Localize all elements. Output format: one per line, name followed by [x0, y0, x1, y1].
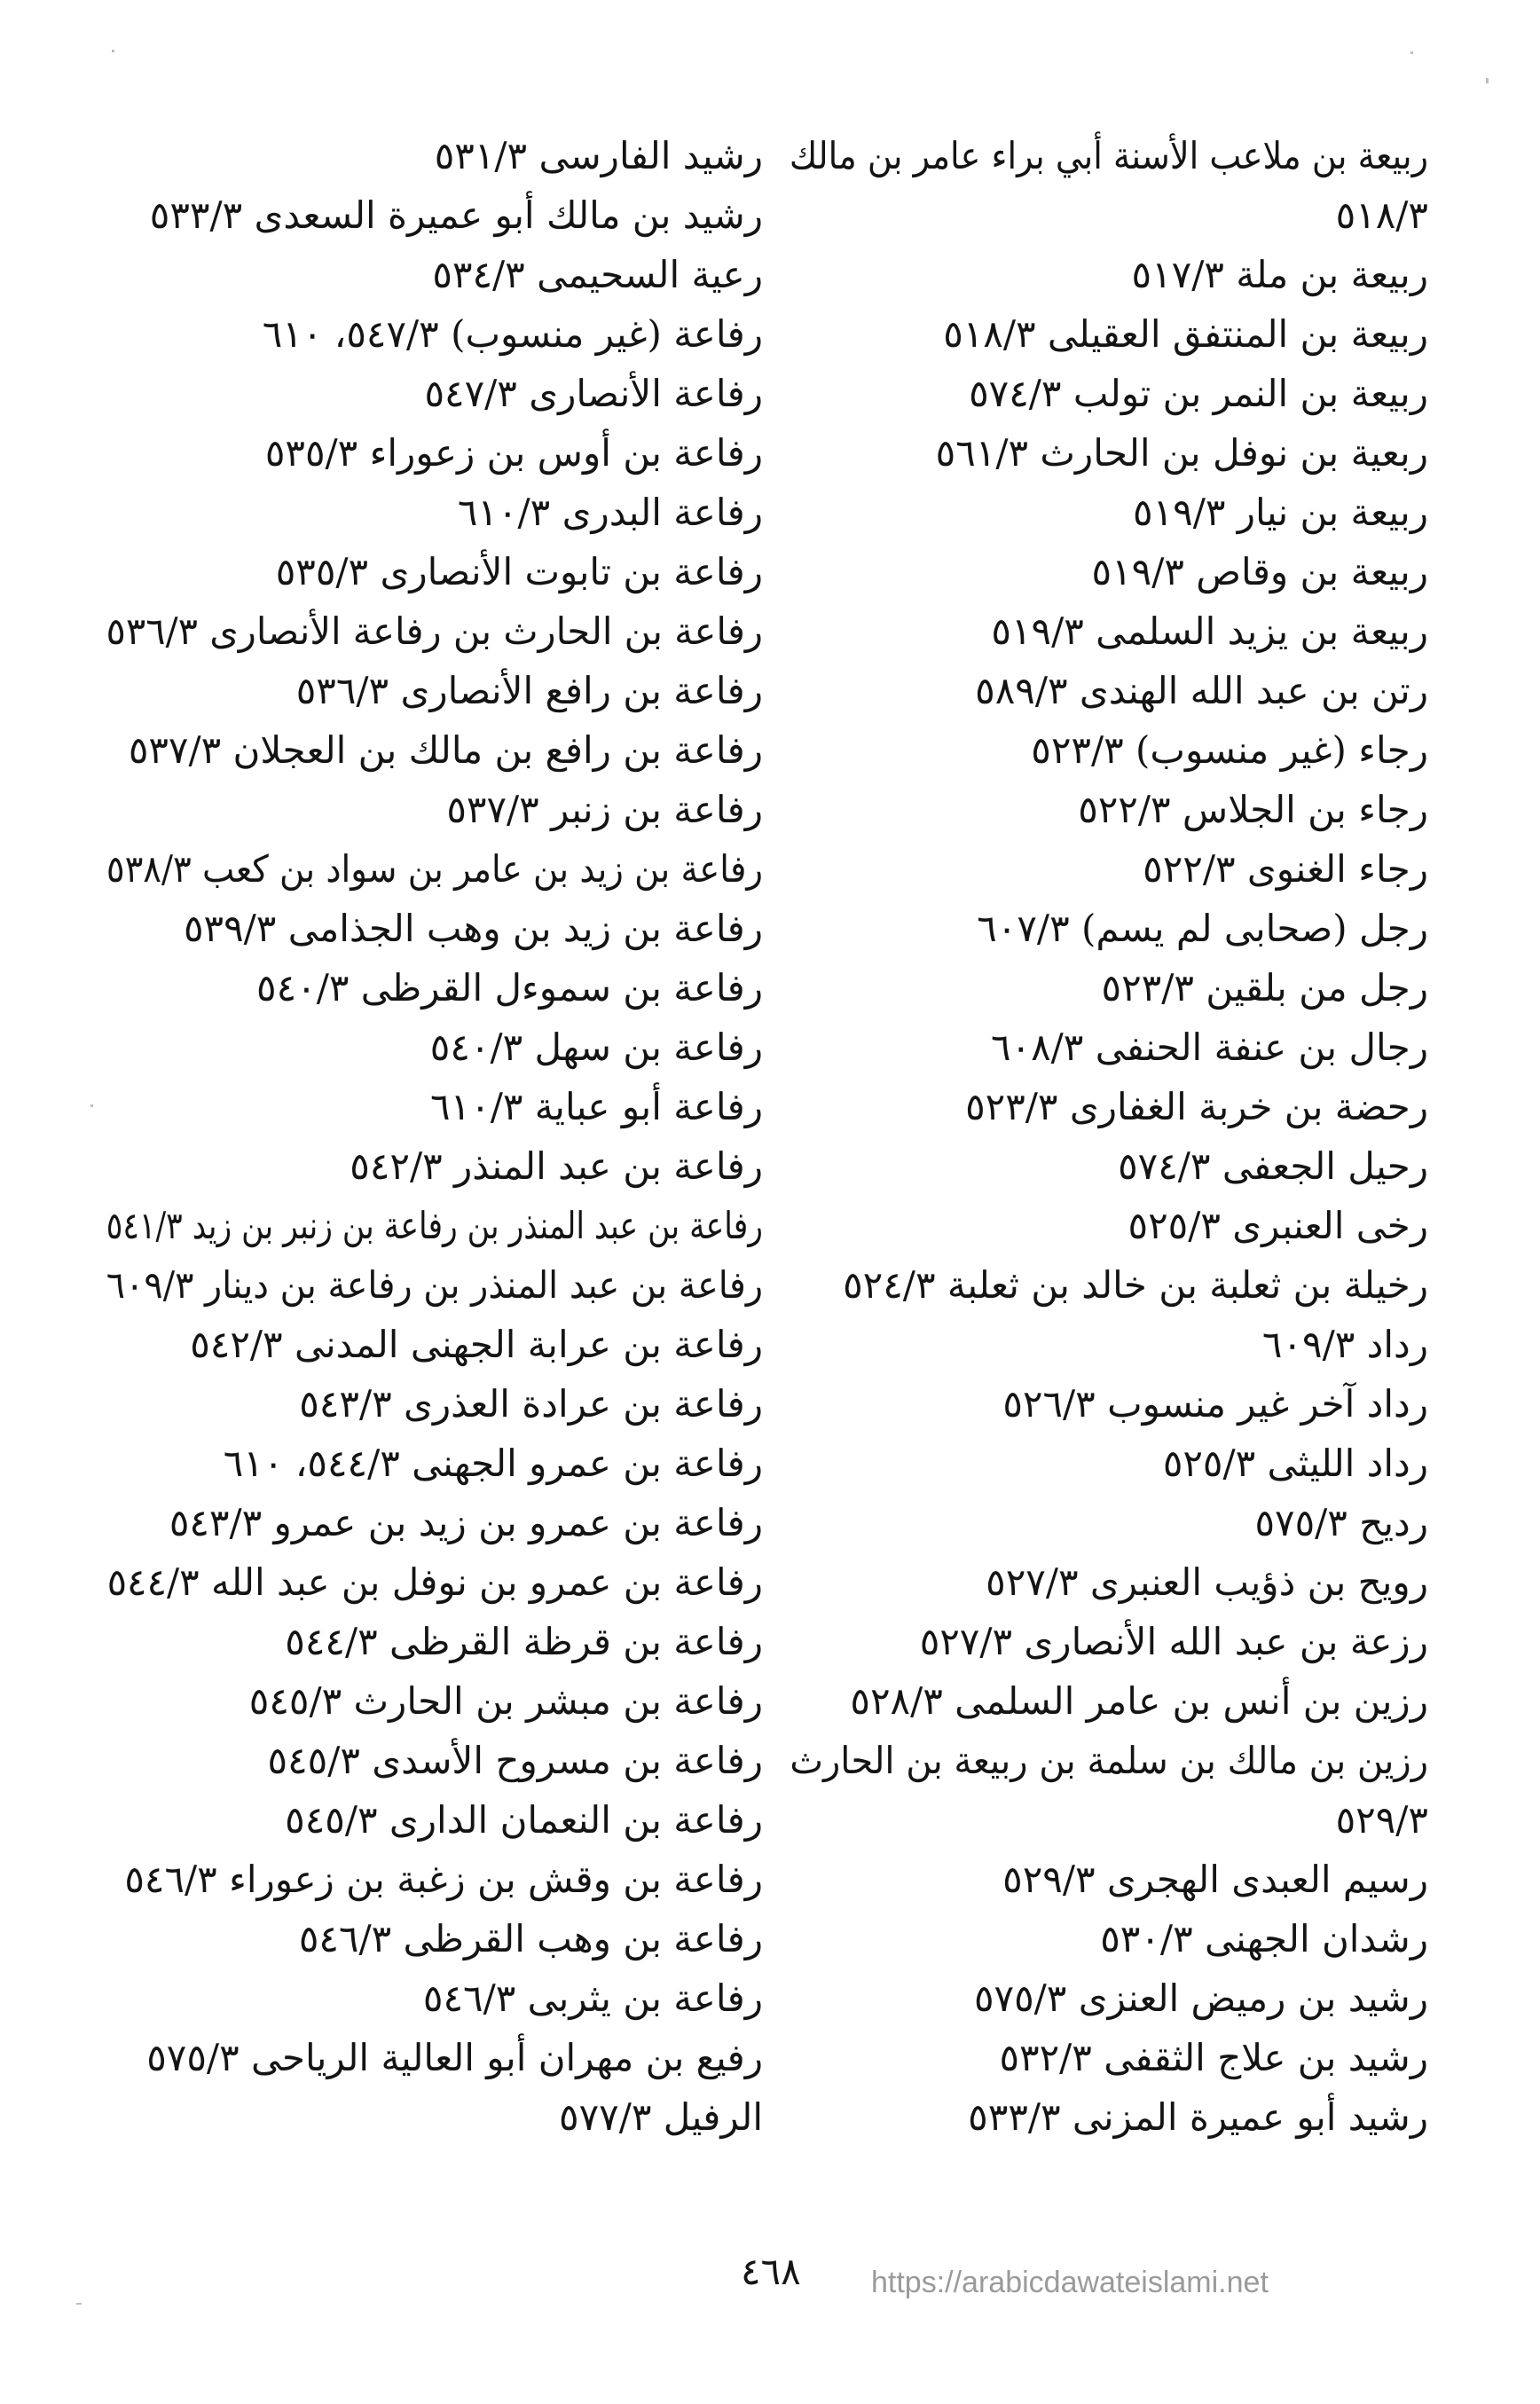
index-entry: ربيعة بن ملاعب الأسنة أبي براء عامر بن مالك [789, 134, 1428, 177]
index-entry: رفاعة بن عرابة الجهنى المدنى ٥٤٢/٣ [190, 1323, 763, 1366]
scan-speck [1486, 78, 1489, 83]
index-entry: ٥١٨/٣ [1335, 193, 1428, 237]
index-entry: ربيعة بن يزيد السلمى ٥١٩/٣ [991, 609, 1428, 653]
index-entry: رفاعة بن زنبر ٥٣٧/٣ [446, 788, 763, 831]
index-entry: رفاعة بن عمرو الجهنى ٥٤٤/٣، ٦١٠ [223, 1442, 763, 1485]
index-entry: رفاعة بن سهل ٥٤٠/٣ [429, 1025, 763, 1069]
index-entry: رجال بن عنفة الحنفى ٦٠٨/٣ [990, 1025, 1428, 1069]
scan-speck [90, 1104, 93, 1107]
index-entry: رشيد بن مالك أبو عميرة السعدى ٥٣٣/٣ [149, 193, 763, 237]
index-entry: رفاعة بن أوس بن زعوراء ٥٣٥/٣ [264, 431, 763, 475]
index-entry: رزين بن مالك بن سلمة بن ربيعة بن الحارث [790, 1739, 1428, 1782]
index-entry: رفاعة بن عمرو بن نوفل بن عبد الله ٥٤٤/٣ [106, 1560, 763, 1604]
watermark-url[interactable]: https://arabicdawateislami.net [871, 2266, 1269, 2299]
index-entry: رفاعة بن مبشر بن الحارث ٥٤٥/٣ [248, 1679, 763, 1723]
index-entry: رجاء (غير منسوب) ٥٢٣/٣ [1031, 728, 1428, 772]
index-entry: رشيد أبو عميرة المزنى ٥٣٣/٣ [968, 2095, 1428, 2139]
index-entry: ربعية بن نوفل بن الحارث ٥٦١/٣ [935, 431, 1428, 475]
index-entry: رفاعة بن عبد المنذر ٥٤٢/٣ [350, 1144, 763, 1188]
index-entry: رفاعة بن سموءل القرظى ٥٤٠/٣ [256, 966, 763, 1010]
index-entry: رفاعة الأنصارى ٥٤٧/٣ [424, 372, 763, 415]
index-entry: رداد آخر غير منسوب ٥٢٦/٣ [1002, 1382, 1428, 1426]
index-entry: رجاء بن الجلاس ٥٢٢/٣ [1078, 788, 1428, 831]
index-entry: رفاعة بن عبد المنذر بن رفاعة بن دينار ٦٠٩/٣ [106, 1263, 764, 1307]
index-entry: رداد الليثى ٥٢٥/٣ [1162, 1442, 1428, 1485]
index-entry: رفاعة بن وقش بن زغبة بن زعوراء ٥٤٦/٣ [124, 1858, 763, 1901]
index-entry: رفاعة بن مسروح الأسدى ٥٤٥/٣ [267, 1739, 763, 1782]
index-entry: رداد ٦٠٩/٣ [1261, 1323, 1428, 1366]
index-entry: رفاعة بن زيد بن وهب الجذامى ٥٣٩/٣ [183, 907, 763, 950]
index-entry: رفاعة بن قرظة القرظى ٥٤٤/٣ [285, 1620, 763, 1663]
index-entry: رفاعة بن النعمان الدارى ٥٤٥/٣ [285, 1798, 763, 1842]
index-entry: رحيل الجعفى ٥٧٤/٣ [1118, 1144, 1428, 1188]
scan-speck [112, 50, 114, 52]
index-entry: رفاعة بن الحارث بن رفاعة الأنصارى ٥٣٦/٣ [106, 609, 763, 653]
index-entry: رفاعة البدرى ٦١٠/٣ [457, 491, 763, 534]
index-entry: رتن بن عبد الله الهندى ٥٨٩/٣ [975, 669, 1428, 712]
index-entry: ٥٢٩/٣ [1335, 1798, 1428, 1842]
index-entry: رفاعة بن يثربى ٥٤٦/٣ [422, 1976, 763, 2020]
index-entry: رفاعة بن زيد بن عامر بن سواد بن كعب ٥٣٨/٣ [106, 847, 764, 891]
index-entry: ربيعة بن نيار ٥١٩/٣ [1133, 491, 1428, 534]
index-entry: رعية السحيمى ٥٣٤/٣ [432, 253, 763, 296]
index-entry: رخى العنبرى ٥٢٥/٣ [1128, 1204, 1428, 1247]
index-entry: رزعة بن عبد الله الأنصارى ٥٢٧/٣ [919, 1620, 1428, 1663]
index-entry: ربيعة بن ملة ٥١٧/٣ [1131, 253, 1428, 296]
index-entry: رسيم العبدى الهجرى ٥٢٩/٣ [1002, 1858, 1428, 1901]
index-entry: رفاعة بن عبد المنذر بن رفاعة بن زنبر بن زيد ٥٤١/٣ [106, 1204, 764, 1247]
index-entry: رفاعة بن رافع الأنصارى ٥٣٦/٣ [295, 669, 763, 712]
index-entry: رجل (صحابى لم يسم) ٦٠٧/٣ [977, 907, 1428, 950]
index-entry: رفاعة بن عمرو بن زيد بن عمرو ٥٤٣/٣ [169, 1501, 763, 1544]
index-entry: رحضة بن خربة الغفارى ٥٢٣/٣ [965, 1085, 1428, 1128]
index-entry: رشيد الفارسى ٥٣١/٣ [434, 134, 763, 177]
index-entry: رجاء الغنوى ٥٢٢/٣ [1143, 847, 1428, 891]
index-entry: رجل من بلقين ٥٢٣/٣ [1101, 966, 1428, 1010]
index-column-right [790, 126, 1428, 2147]
index-entry: رفاعة بن تابوت الأنصارى ٥٣٥/٣ [275, 550, 763, 593]
index-entry: رفيع بن مهران أبو العالية الرياحى ٥٧٥/٣ [146, 2036, 763, 2079]
page-number: ٤٦٨ [741, 2250, 801, 2293]
index-entry: ربيعة بن النمر بن تولب ٥٧٤/٣ [969, 372, 1428, 415]
index-entry: رشيد بن علاج الثقفى ٥٣٢/٣ [999, 2036, 1428, 2079]
index-entry: رديح ٥٧٥/٣ [1254, 1501, 1428, 1544]
index-entry: ربيعة بن المنتفق العقيلى ٥١٨/٣ [943, 312, 1428, 356]
index-entry: ربيعة بن وقاص ٥١٩/٣ [1091, 550, 1428, 593]
scan-speck [1410, 51, 1413, 54]
index-entry: رفاعة (غير منسوب) ٥٤٧/٣، ٦١٠ [262, 312, 763, 356]
index-entry: رشدان الجهنى ٥٣٠/٣ [1100, 1917, 1428, 1960]
index-entry: رويح بن ذؤيب العنبرى ٥٢٧/٣ [986, 1560, 1428, 1604]
index-entry: رزين بن أنس بن عامر السلمى ٥٢٨/٣ [850, 1679, 1428, 1723]
index-entry: رفاعة بن رافع بن مالك بن العجلان ٥٣٧/٣ [128, 728, 763, 772]
index-entry: رشيد بن رميض العنزى ٥٧٥/٣ [973, 1976, 1428, 2020]
index-entry: رفاعة أبو عباية ٦١٠/٣ [430, 1085, 763, 1128]
scan-speck [76, 2303, 82, 2305]
index-entry: رفاعة بن وهب القرظى ٥٤٦/٣ [298, 1917, 763, 1960]
index-entry: الرفيل ٥٧٧/٣ [559, 2095, 763, 2139]
index-entry: رفاعة بن عرادة العذرى ٥٤٣/٣ [299, 1382, 763, 1426]
index-column-left [106, 126, 763, 2147]
index-entry: رخيلة بن ثعلبة بن خالد بن ثعلبة ٥٢٤/٣ [843, 1263, 1428, 1307]
